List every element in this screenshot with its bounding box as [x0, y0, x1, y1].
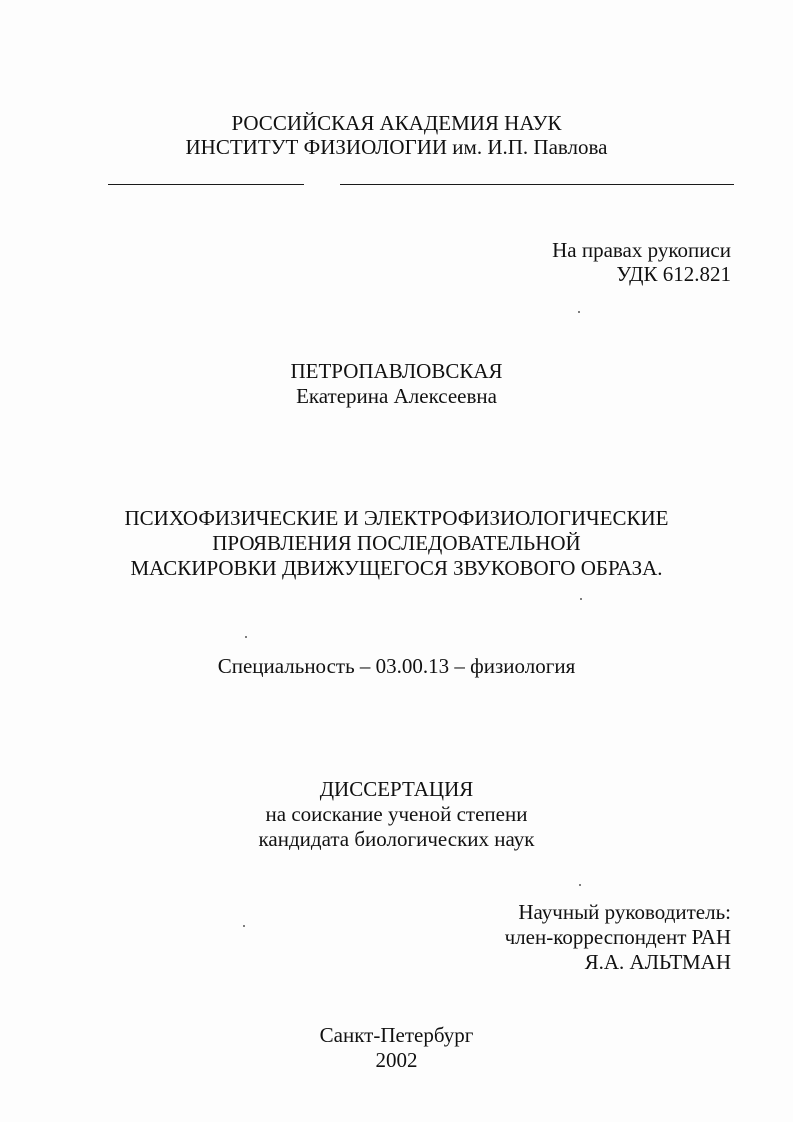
author-given-names: Екатерина Алексеевна: [296, 384, 497, 408]
scan-speck: [579, 884, 581, 886]
institute-name: ИНСТИТУТ ФИЗИОЛОГИИ им. И.П. Павлова: [185, 135, 608, 159]
author-surname: ПЕТРОПАВЛОВСКАЯ: [290, 359, 503, 383]
udc-code: УДК 612.821: [616, 262, 731, 286]
supervisor-rank: член-корреспондент РАН: [504, 925, 731, 949]
supervisor-name: Я.А. АЛЬТМАН: [584, 950, 731, 974]
header-rule-right: [340, 184, 734, 185]
title-line-1: ПСИХОФИЗИЧЕСКИЕ И ЭЛЕКТРОФИЗИОЛОГИЧЕСКИЕ: [124, 506, 669, 530]
scan-speck: [245, 636, 247, 638]
year: 2002: [375, 1048, 418, 1072]
city: Санкт-Петербург: [319, 1023, 474, 1047]
dissertation-heading: ДИССЕРТАЦИЯ: [319, 777, 474, 801]
dissertation-purpose: на соискание ученой степени: [265, 802, 528, 826]
title-line-3: МАСКИРОВКИ ДВИЖУЩЕГОСЯ ЗВУКОВОГО ОБРАЗА.: [130, 556, 663, 580]
scan-speck: [580, 598, 582, 600]
title-line-2: ПРОЯВЛЕНИЯ ПОСЛЕДОВАТЕЛЬНОЙ: [212, 531, 581, 555]
dissertation-degree: кандидата биологических наук: [258, 827, 535, 851]
supervisor-label: Научный руководитель:: [518, 900, 731, 924]
header-rule-left: [108, 184, 304, 185]
specialty: Специальность – 03.00.13 – физиология: [217, 654, 576, 678]
academy-name: РОССИЙСКАЯ АКАДЕМИЯ НАУК: [231, 111, 562, 135]
scan-speck: [243, 925, 245, 927]
manuscript-rights: На правах рукописи: [552, 238, 731, 262]
scan-speck: [578, 311, 580, 313]
